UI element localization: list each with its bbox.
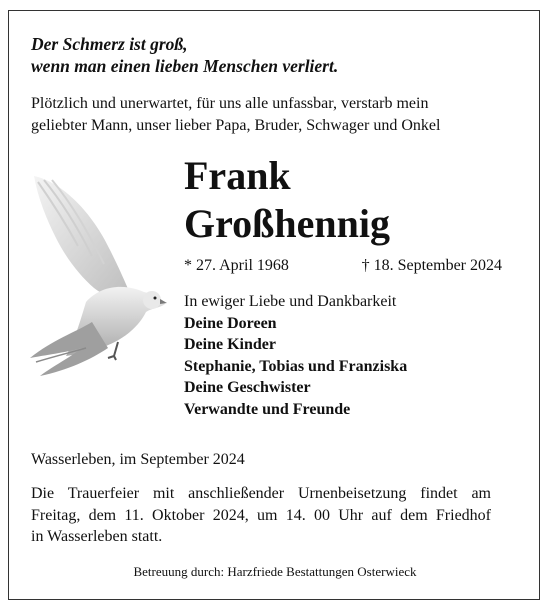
undertaker-credit: Betreuung durch: Harzfriede Bestattungen Osterwieck — [133, 564, 417, 579]
ceremony-line-2: Freitag, dem 11. Oktober 2024, um 14. 00 Uhr auf dem Friedhof — [31, 506, 491, 524]
mourner-name: Deine Doreen — [184, 314, 277, 332]
ceremony-line-3: in Wasserleben statt. — [31, 528, 163, 545]
mourner-name: Verwandte und Freunde — [184, 400, 351, 418]
dove-icon — [22, 172, 172, 378]
birth-date: * 27. April 1968 — [184, 257, 289, 274]
motto — [31, 33, 338, 77]
mourner-name: Deine Geschwister — [184, 379, 311, 396]
deceased-last-name: Großhennig — [184, 201, 390, 246]
deceased-first-name: Frank — [184, 153, 291, 198]
place-and-date: Wasserleben, im September 2024 — [31, 451, 245, 468]
intro-text — [31, 93, 440, 137]
ceremony-info — [31, 483, 491, 548]
mourner-name: Stephanie, Tobias und Franziska — [184, 357, 408, 375]
ceremony-line-1: Die Trauerfeier mit anschließender Urnenbeisetzung findet am — [31, 485, 491, 502]
mourners-intro: In ewiger Liebe und Dankbarkeit — [184, 293, 397, 310]
mourners-list — [184, 291, 407, 420]
intro-line-1: Plötzlich und unerwartet, für uns alle unfassbar, verstarb mein — [31, 95, 429, 112]
motto-line-1: Der Schmerz ist groß, — [31, 34, 188, 54]
intro-line-2: geliebter Mann, unser lieber Papa, Bruder, Schwager und Onkel — [31, 117, 441, 134]
deceased-name — [184, 152, 390, 248]
mourner-name: Deine Kinder — [184, 336, 276, 353]
motto-line-2: wenn man einen lieben Menschen verliert. — [31, 56, 339, 76]
death-date: † 18. September 2024 — [361, 257, 502, 274]
life-dates — [184, 255, 502, 277]
